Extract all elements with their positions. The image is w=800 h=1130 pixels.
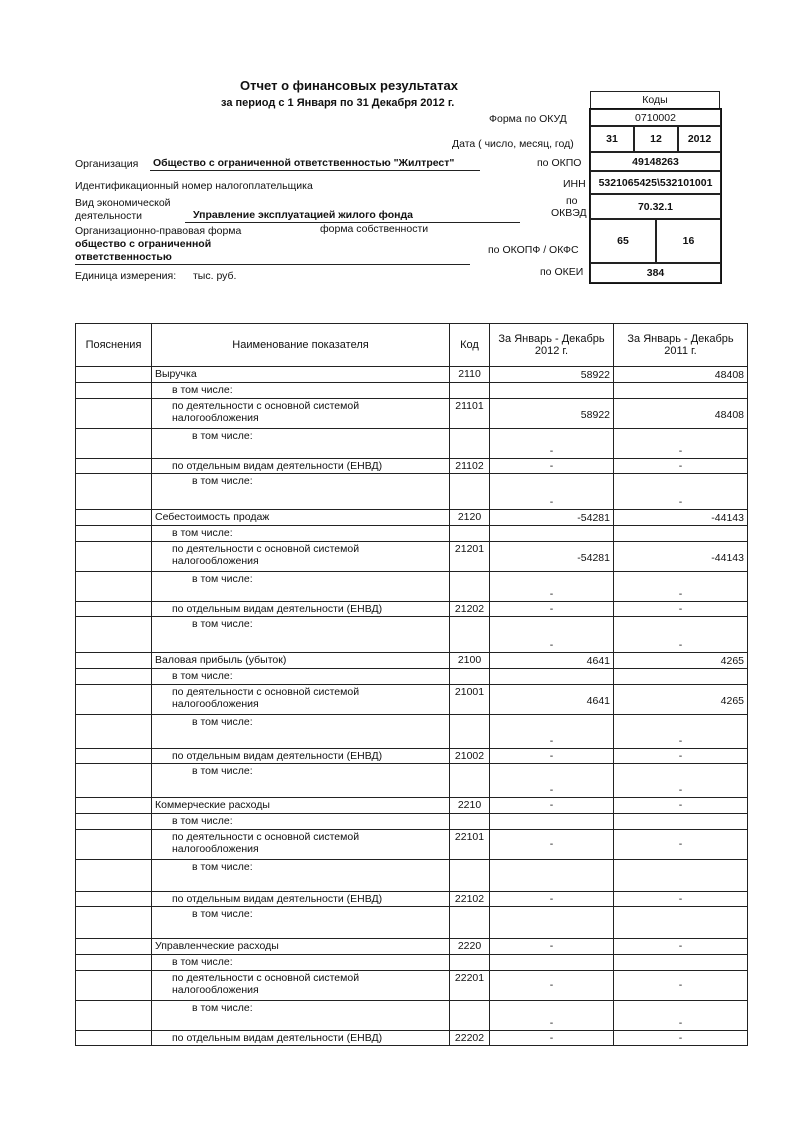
row-code: 22201 (450, 971, 490, 1001)
org-name: Общество с ограниченной ответственностью "Жилтрест" (153, 157, 455, 169)
date-month: 12 (634, 126, 678, 152)
row-value-2012: - (490, 715, 614, 749)
row-value-2012: - (490, 764, 614, 798)
row-value-2012: - (490, 830, 614, 860)
table-row (76, 367, 748, 383)
row-code (450, 955, 490, 971)
row-name: Коммерческие расходы (152, 798, 450, 814)
table-row (76, 383, 748, 399)
row-code (450, 572, 490, 602)
row-notes-cell (76, 459, 152, 474)
row-value-2012: - (490, 572, 614, 602)
row-value-2012: - (490, 474, 614, 510)
col-2012: За Январь - Декабрь 2012 г. (490, 324, 614, 367)
table-row (76, 955, 748, 971)
row-name: по отдельным видам деятельности (ЕНВД) (152, 459, 450, 474)
row-value-2011: - (614, 1001, 748, 1031)
row-code (450, 715, 490, 749)
row-notes-cell (76, 715, 152, 749)
row-notes-cell (76, 798, 152, 814)
row-value-2011: - (614, 749, 748, 764)
row-name: Себестоимость продаж (152, 510, 450, 526)
table-row (76, 602, 748, 617)
row-value-2012 (490, 383, 614, 399)
table-row (76, 572, 748, 602)
row-name: по деятельности с основной системой налогообложения (152, 971, 450, 1001)
row-name: в том числе: (152, 474, 450, 510)
row-code (450, 617, 490, 653)
col-notes: Пояснения (76, 324, 152, 367)
row-code (450, 860, 490, 892)
row-value-2012: - (490, 798, 614, 814)
table-row (76, 653, 748, 669)
row-notes-cell (76, 399, 152, 429)
table-row (76, 814, 748, 830)
okopf-code: 65 (590, 219, 656, 263)
ownership-label: форма собственности (320, 223, 429, 235)
table-row (76, 429, 748, 459)
row-value-2012: - (490, 939, 614, 955)
row-notes-cell (76, 1001, 152, 1031)
row-value-2011: 48408 (614, 399, 748, 429)
table-row (76, 685, 748, 715)
row-name: в том числе: (152, 1001, 450, 1031)
inn-row-label: Идентификационный номер налогоплательщика (75, 180, 313, 192)
row-value-2011: -44143 (614, 542, 748, 572)
row-code: 21002 (450, 749, 490, 764)
row-notes-cell (76, 383, 152, 399)
row-name: в том числе: (152, 383, 450, 399)
row-code: 21202 (450, 602, 490, 617)
row-name: по отдельным видам деятельности (ЕНВД) (152, 749, 450, 764)
row-value-2011 (614, 383, 748, 399)
row-notes-cell (76, 764, 152, 798)
table-row (76, 510, 748, 526)
row-value-2012: - (490, 1031, 614, 1046)
okopf-label: по ОКОПФ / ОКФС (488, 244, 579, 256)
table-row (76, 907, 748, 939)
row-value-2011: - (614, 602, 748, 617)
legal-form-1: общество с ограниченной (75, 238, 212, 250)
row-notes-cell (76, 892, 152, 907)
row-value-2011: 48408 (614, 367, 748, 383)
row-name: в том числе: (152, 764, 450, 798)
row-name: по отдельным видам деятельности (ЕНВД) (152, 602, 450, 617)
row-code (450, 814, 490, 830)
row-value-2011: - (614, 892, 748, 907)
row-name: в том числе: (152, 429, 450, 459)
table-row (76, 971, 748, 1001)
row-name: по деятельности с основной системой налогообложения (152, 542, 450, 572)
row-code: 2110 (450, 367, 490, 383)
row-value-2012: - (490, 602, 614, 617)
inn-code: 5321065425\532101001 (590, 171, 721, 194)
row-notes-cell (76, 367, 152, 383)
row-name: в том числе: (152, 814, 450, 830)
table-row (76, 892, 748, 907)
table-row (76, 764, 748, 798)
report-period: за период с 1 Января по 31 Декабря 2012 г. (221, 97, 455, 109)
table-row (76, 542, 748, 572)
row-notes-cell (76, 971, 152, 1001)
row-notes-cell (76, 572, 152, 602)
inn-label: ИНН (563, 178, 586, 190)
row-notes-cell (76, 749, 152, 764)
date-label: Дата ( число, месяц, год) (452, 138, 574, 150)
date-year: 2012 (678, 126, 721, 152)
activity-name: Управление эксплуатацией жилого фонда (193, 209, 413, 221)
row-value-2011: -44143 (614, 510, 748, 526)
row-value-2011: - (614, 715, 748, 749)
row-value-2012 (490, 955, 614, 971)
row-code (450, 383, 490, 399)
row-notes-cell (76, 602, 152, 617)
table-header-row (76, 324, 748, 367)
row-value-2012: 4641 (490, 653, 614, 669)
row-value-2012 (490, 526, 614, 542)
table-row (76, 526, 748, 542)
table-row (76, 860, 748, 892)
okei-label: по ОКЕИ (540, 266, 584, 278)
row-notes-cell (76, 474, 152, 510)
table-row (76, 669, 748, 685)
activity-label-2: деятельности (75, 210, 142, 222)
row-name: в том числе: (152, 617, 450, 653)
row-notes-cell (76, 617, 152, 653)
row-value-2012 (490, 669, 614, 685)
table-row (76, 459, 748, 474)
unit-label: Единица измерения: (75, 270, 177, 282)
row-notes-cell (76, 526, 152, 542)
row-code: 21201 (450, 542, 490, 572)
unit-value: тыс. руб. (193, 270, 237, 282)
legal-form-underline (75, 264, 470, 265)
row-code: 2120 (450, 510, 490, 526)
row-notes-cell (76, 830, 152, 860)
row-value-2012: -54281 (490, 542, 614, 572)
okei-code: 384 (590, 263, 721, 283)
table-row (76, 939, 748, 955)
row-name: в том числе: (152, 715, 450, 749)
table-row (76, 1031, 748, 1046)
table-row (76, 399, 748, 429)
okfs-code: 16 (656, 219, 721, 263)
row-code: 2100 (450, 653, 490, 669)
row-value-2012: -54281 (490, 510, 614, 526)
row-value-2011: - (614, 798, 748, 814)
row-value-2011 (614, 860, 748, 892)
row-value-2011: - (614, 764, 748, 798)
row-name: по отдельным видам деятельности (ЕНВД) (152, 892, 450, 907)
legal-form-2: ответственностью (75, 251, 172, 263)
row-value-2011: - (614, 971, 748, 1001)
row-notes-cell (76, 429, 152, 459)
row-value-2012: 4641 (490, 685, 614, 715)
row-value-2011: - (614, 617, 748, 653)
row-name: в том числе: (152, 669, 450, 685)
row-value-2011 (614, 955, 748, 971)
row-value-2012: - (490, 749, 614, 764)
row-code (450, 526, 490, 542)
row-notes-cell (76, 1031, 152, 1046)
table-row (76, 1001, 748, 1031)
row-value-2011: 4265 (614, 685, 748, 715)
org-underline (150, 170, 480, 171)
row-notes-cell (76, 510, 152, 526)
legal-form-label: Организационно-правовая форма (75, 225, 242, 237)
row-code: 2220 (450, 939, 490, 955)
row-code (450, 1001, 490, 1031)
row-code (450, 764, 490, 798)
financial-results-table (75, 323, 748, 1046)
row-value-2011: - (614, 830, 748, 860)
codes-header: Коды (590, 91, 720, 109)
row-value-2011: - (614, 1031, 748, 1046)
row-notes-cell (76, 814, 152, 830)
row-value-2012: - (490, 1001, 614, 1031)
row-notes-cell (76, 939, 152, 955)
row-name: Валовая прибыль (убыток) (152, 653, 450, 669)
row-name: по деятельности с основной системой налогообложения (152, 685, 450, 715)
row-value-2011: - (614, 474, 748, 510)
col-name: Наименование показателя (152, 324, 450, 367)
activity-label-1: Вид экономической (75, 197, 171, 209)
row-notes-cell (76, 669, 152, 685)
okved-code: 70.32.1 (590, 194, 721, 219)
row-value-2011: - (614, 459, 748, 474)
row-notes-cell (76, 653, 152, 669)
date-day: 31 (590, 126, 634, 152)
org-label: Организация (75, 158, 139, 170)
row-value-2011 (614, 907, 748, 939)
table-row (76, 749, 748, 764)
row-code: 21102 (450, 459, 490, 474)
row-notes-cell (76, 542, 152, 572)
row-code: 22202 (450, 1031, 490, 1046)
row-name: в том числе: (152, 907, 450, 939)
table-row (76, 474, 748, 510)
table-row (76, 798, 748, 814)
row-code: 21001 (450, 685, 490, 715)
table-row (76, 617, 748, 653)
row-name: в том числе: (152, 526, 450, 542)
col-code: Код (450, 324, 490, 367)
row-name: в том числе: (152, 860, 450, 892)
row-value-2011 (614, 526, 748, 542)
row-value-2012: 58922 (490, 399, 614, 429)
report-title: Отчет о финансовых результатах (240, 78, 458, 93)
row-value-2011: - (614, 429, 748, 459)
col-2011: За Январь - Декабрь 2011 г. (614, 324, 748, 367)
row-notes-cell (76, 685, 152, 715)
row-name: в том числе: (152, 572, 450, 602)
okpo-code: 49148263 (590, 152, 721, 171)
row-notes-cell (76, 955, 152, 971)
table-row (76, 830, 748, 860)
okved-label-1: по (566, 195, 578, 207)
okud-label: Форма по ОКУД (489, 113, 567, 125)
row-value-2012: - (490, 617, 614, 653)
row-value-2012 (490, 907, 614, 939)
row-value-2012: - (490, 892, 614, 907)
row-code (450, 907, 490, 939)
row-value-2011 (614, 814, 748, 830)
row-code: 2210 (450, 798, 490, 814)
row-notes-cell (76, 860, 152, 892)
row-code (450, 669, 490, 685)
row-notes-cell (76, 907, 152, 939)
row-name: в том числе: (152, 955, 450, 971)
row-name: по деятельности с основной системой налогообложения (152, 830, 450, 860)
row-value-2011: - (614, 572, 748, 602)
row-code: 21101 (450, 399, 490, 429)
row-name: Управленческие расходы (152, 939, 450, 955)
row-value-2011: - (614, 939, 748, 955)
row-code (450, 429, 490, 459)
row-name: Выручка (152, 367, 450, 383)
row-value-2012: - (490, 971, 614, 1001)
okud-code: 0710002 (590, 109, 721, 126)
row-value-2012 (490, 814, 614, 830)
table-row (76, 715, 748, 749)
row-value-2012: 58922 (490, 367, 614, 383)
row-value-2012: - (490, 459, 614, 474)
row-value-2011: 4265 (614, 653, 748, 669)
row-code (450, 474, 490, 510)
row-code: 22101 (450, 830, 490, 860)
row-value-2012: - (490, 429, 614, 459)
okved-label-2: ОКВЭД (551, 207, 587, 219)
okpo-label: по ОКПО (537, 157, 582, 169)
row-name: по деятельности с основной системой налогообложения (152, 399, 450, 429)
row-code: 22102 (450, 892, 490, 907)
row-value-2012 (490, 860, 614, 892)
row-name: по отдельным видам деятельности (ЕНВД) (152, 1031, 450, 1046)
row-value-2011 (614, 669, 748, 685)
